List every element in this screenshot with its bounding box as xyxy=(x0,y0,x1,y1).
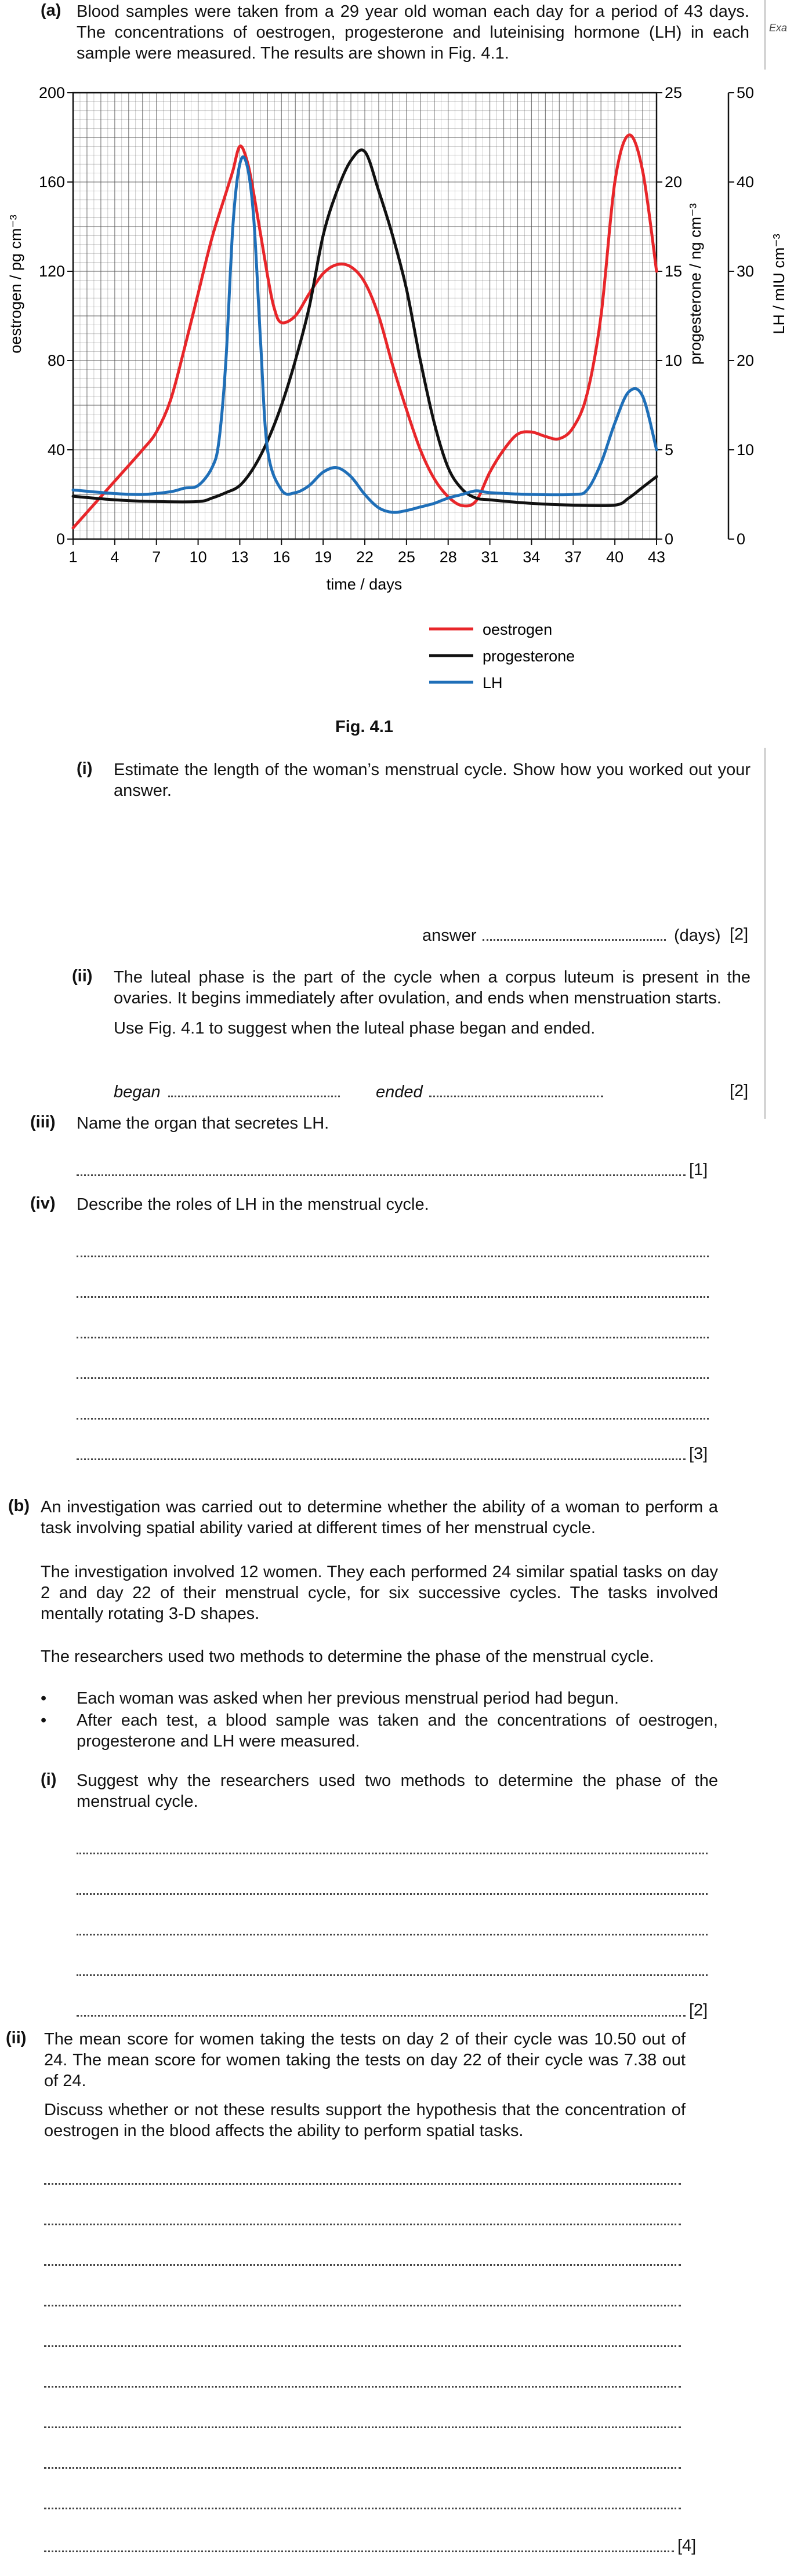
y-left-tick-label: 0 xyxy=(56,530,65,548)
q-a-iv-label: (iv) xyxy=(30,1194,56,1213)
y-lh-tick-label: 30 xyxy=(737,263,755,280)
answer-line-b-i-3[interactable] xyxy=(77,1934,708,1935)
x-tick-label: 7 xyxy=(152,548,161,566)
marks-a-iii: [1] xyxy=(689,1160,708,1179)
q-b-ii-text2: Discuss whether or not these results support the hypothesis that the concentration of oestrogen in the blood affects the ability to perform spatial tasks. xyxy=(44,2101,686,2140)
answer-line-a-iv-1[interactable] xyxy=(77,1256,709,1257)
q-a-ii-label: (ii) xyxy=(72,967,93,985)
answer-label: answer xyxy=(422,926,477,945)
fig-caption: Fig. 4.1 xyxy=(335,718,393,736)
y-left-tick-label: 40 xyxy=(47,441,65,459)
x-tick-label: 28 xyxy=(439,548,457,566)
answer-line-b-ii-3[interactable] xyxy=(44,2264,681,2266)
x-tick-label: 1 xyxy=(68,548,78,566)
answer-unit: (days) xyxy=(674,926,721,945)
y-progesterone-tick-label: 25 xyxy=(665,84,683,101)
began-label: began xyxy=(114,1083,161,1101)
answer-line-b-ii-10[interactable] xyxy=(44,2550,674,2552)
answer-line-b-ii-7[interactable] xyxy=(44,2426,681,2428)
q-b-i-label: (i) xyxy=(41,1770,57,1789)
y-axis-progesterone-label: progesterone / ng cm⁻³ xyxy=(687,203,704,365)
y-left-tick-label: 120 xyxy=(38,263,65,280)
exam-margin-rule-2 xyxy=(764,748,766,1119)
examiner-use-label: Exa xyxy=(769,22,788,34)
bullet-1-text: Each woman was asked when her previous menstrual period had begun. xyxy=(77,1689,619,1708)
y-left-tick-label: 200 xyxy=(38,84,65,101)
ended-line[interactable] xyxy=(429,1096,603,1097)
x-tick-label: 13 xyxy=(231,548,249,566)
part-b-para2: The investigation involved 12 women. They each performed 24 similar spatial tasks on day 2 and day 22 of their menstrual cycle, for six successive cycles. The tasks involved mentally rotating 3-D shapes. xyxy=(41,1563,718,1623)
x-axis-label: time / days xyxy=(326,576,403,593)
y-progesterone-tick-label: 20 xyxy=(665,173,683,191)
q-a-ii-text1: The luteal phase is the part of the cycle when a corpus luteum is present in the ovaries. It begins immediately after ovulation, and ends when menstruation starts. xyxy=(114,968,751,1007)
legend-label-lh: LH xyxy=(483,674,503,692)
q-b-ii-label: (ii) xyxy=(6,2029,27,2047)
marks-b-i: [2] xyxy=(689,2001,708,2020)
marks-b-ii: [4] xyxy=(677,2537,697,2555)
answer-line-a-iv-2[interactable] xyxy=(77,1296,709,1298)
y-lh-tick-label: 10 xyxy=(737,441,755,459)
y-progesterone-tick-label: 15 xyxy=(665,263,683,280)
q-b-ii-text1: The mean score for women taking the tests on day 2 of their cycle was 10.50 out of 24. The mean score for women taking the tests on day 22 of their cycle was 7.38 out of 24. xyxy=(44,2030,686,2090)
x-tick-label: 16 xyxy=(273,548,291,566)
y-left-tick-label: 80 xyxy=(47,352,65,369)
began-line[interactable] xyxy=(168,1096,340,1097)
marks-a-i: [2] xyxy=(730,925,749,944)
x-tick-label: 31 xyxy=(481,548,499,566)
part-b-label: (b) xyxy=(8,1497,30,1515)
y-progesterone-tick-label: 10 xyxy=(665,352,683,369)
q-a-i-label: (i) xyxy=(77,759,93,778)
q-a-iii-label: (iii) xyxy=(30,1113,56,1131)
q-a-iv-text: Describe the roles of LH in the menstrual cycle. xyxy=(77,1195,429,1214)
x-tick-label: 43 xyxy=(647,548,666,566)
x-tick-label: 34 xyxy=(523,548,541,566)
answer-line-a-iv-6[interactable] xyxy=(77,1458,686,1460)
y-lh-tick-label: 50 xyxy=(737,84,755,101)
legend-label-oestrogen: oestrogen xyxy=(483,621,553,638)
answer-line-b-ii-2[interactable] xyxy=(44,2224,681,2225)
y-lh-tick-label: 0 xyxy=(737,530,746,548)
legend-label-progesterone: progesterone xyxy=(483,647,575,665)
part-b-intro: An investigation was carried out to determine whether the ability of a woman to perform a task involving spatial ability varied at different times of her menstrual cycle. xyxy=(41,1498,718,1537)
x-tick-label: 40 xyxy=(606,548,624,566)
answer-line-b-ii-8[interactable] xyxy=(44,2467,681,2469)
answer-line-b-ii-6[interactable] xyxy=(44,2386,681,2388)
q-a-ii-text2: Use Fig. 4.1 to suggest when the luteal phase began and ended. xyxy=(114,1019,596,1038)
q-a-i-text: Estimate the length of the woman’s menstrual cycle. Show how you worked out your answer. xyxy=(114,761,751,800)
bullet-2-text: After each test, a blood sample was taken and the concentrations of oestrogen, progesterone and LH were measured. xyxy=(77,1711,718,1751)
x-tick-label: 4 xyxy=(110,548,119,566)
y-progesterone-tick-label: 5 xyxy=(665,441,674,459)
y-lh-tick-label: 40 xyxy=(737,173,755,191)
bullet-2-marker: • xyxy=(41,1711,47,1730)
answer-line-b-i-5[interactable] xyxy=(77,2015,686,2017)
q-b-i-text: Suggest why the researchers used two methods to determine the phase of the menstrual cycle. xyxy=(77,1771,718,1811)
marks-a-ii: [2] xyxy=(730,1082,749,1100)
answer-line-b-ii-1[interactable] xyxy=(44,2183,681,2185)
y-progesterone-tick-label: 0 xyxy=(665,530,674,548)
x-tick-label: 25 xyxy=(397,548,415,566)
answer-line-b-ii-5[interactable] xyxy=(44,2345,681,2347)
x-tick-label: 37 xyxy=(564,548,582,566)
answer-line-a-iv-4[interactable] xyxy=(77,1377,709,1379)
exam-margin-rule xyxy=(764,0,766,70)
part-b-para3: The researchers used two methods to determine the phase of the menstrual cycle. xyxy=(41,1647,654,1666)
answer-line-b-i-1[interactable] xyxy=(77,1853,708,1854)
answer-line-b-i-2[interactable] xyxy=(77,1893,708,1895)
answer-line-a-iv-5[interactable] xyxy=(77,1418,709,1420)
y-lh-tick-label: 20 xyxy=(737,352,755,369)
part-a-label: (a) xyxy=(41,1,61,20)
chart-legend xyxy=(429,621,575,692)
answer-line[interactable] xyxy=(483,939,666,941)
x-tick-label: 10 xyxy=(189,548,207,566)
answer-line-b-ii-4[interactable] xyxy=(44,2305,681,2306)
chart-grid xyxy=(73,93,657,539)
y-axis-lh-label: LH / mIU cm⁻³ xyxy=(770,234,788,334)
marks-a-iv: [3] xyxy=(689,1445,708,1463)
answer-line-a-iv-3[interactable] xyxy=(77,1337,709,1338)
part-a-intro: Blood samples were taken from a 29 year old woman each day for a period of 43 days. The concentrations of oestrogen, progesterone and luteinising hormone (LH) in each sample were measured. The results are shown in Fig. 4.1. xyxy=(77,2,749,63)
answer-line-b-ii-9[interactable] xyxy=(44,2508,681,2509)
q-a-iii-text: Name the organ that secretes LH. xyxy=(77,1114,329,1133)
x-tick-label: 19 xyxy=(314,548,332,566)
answer-line-b-i-4[interactable] xyxy=(77,1974,708,1976)
answer-line-a-iii[interactable] xyxy=(77,1174,686,1176)
ended-label: ended xyxy=(376,1083,423,1101)
x-tick-label: 22 xyxy=(356,548,374,566)
bullet-1-marker: • xyxy=(41,1689,47,1708)
y-left-tick-label: 160 xyxy=(38,173,65,191)
fig-4-1-chart xyxy=(0,75,794,713)
y-axis-left-label: oestrogen / pg cm⁻³ xyxy=(7,214,24,354)
